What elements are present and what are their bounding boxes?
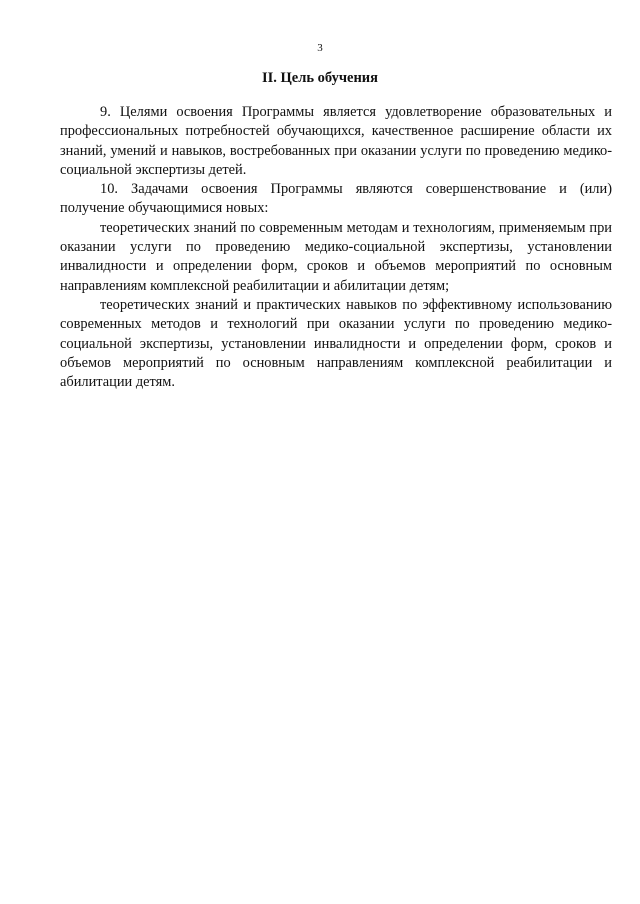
paragraph-9-goals: 9. Целями освоения Программы является удовлетворение образовательных и профессиональных потребностей обучающихся, качественное расширение области их знаний, умений и навыков, востребованных при оказании услуги по проведению медико-социальной экспертизы детей. [60, 104, 612, 178]
page-number: 3 [317, 42, 323, 54]
task-item-theoretical-knowledge: теоретических знаний по современным методам и технологиям, применяемым при оказании услуги по проведению медико-социальной экспертизы, установлении инвалидности и определении форм, сроков и объемов мероприятий по основным направлениям комплексной реабилитации и абилитации детям; [60, 219, 612, 294]
section-body [60, 103, 612, 392]
task-item-knowledge-and-skills: теоретических знаний и практических навыков по эффективному использованию современных методов и технологий при оказании услуги по проведению медико-социальной экспертизы, установлении инвалидности и определении форм, сроков и объемов мероприятий по основным направлениям комплексной реабилитации и абилитации детям. [60, 296, 612, 391]
section-title: II. Цель обучения [261, 70, 379, 86]
paragraph-10-tasks: 10. Задачами освоения Программы являются совершенствование и (или) получение обучающимися новых: [60, 181, 612, 217]
